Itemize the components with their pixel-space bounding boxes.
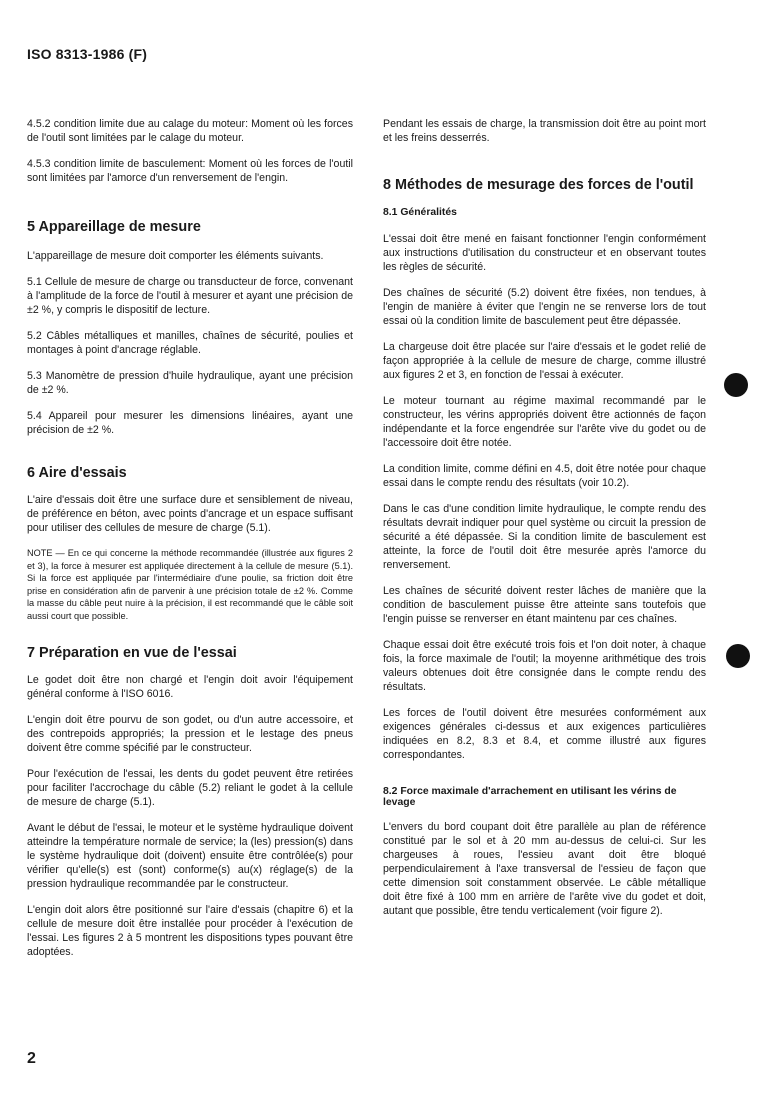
- right-column: [383, 117, 706, 918]
- section-7-heading: 7 Préparation en vue de l'essai: [27, 644, 237, 661]
- section-7-para-1: Le godet doit être non chargé et l'engin doit avoir l'équipement général conforme à l'ISO 6016.: [27, 673, 353, 700]
- section-7-para-4: Avant le début de l'essai, le moteur et le système hydraulique doivent atteindre la température normale de service; la (les) pression(s) dans le système hydraulique doit (doivent) ensuite être contrôlée(s) pour vérifier qu'elle(s) est (sont) conforme(s) au(x) réglage(s) de la pression hydraulique recommandée par le constructeur.: [27, 821, 353, 890]
- section-8-1-para-3: La chargeuse doit être placée sur l'aire d'essais et le godet relié de façon appropriée à la cellule de mesure de charge, comme illustré aux figures 2 et 3, en fonction de l'essai à exécuter.: [383, 341, 706, 381]
- section-7-para-3: Pour l'exécution de l'essai, les dents du godet peuvent être retirées pour faciliter l'accrochage du câble (5.2) reliant le godet à la cellule de mesure de charge (5.1).: [27, 767, 353, 808]
- clause-5-2: 5.2 Câbles métalliques et manilles, chaînes de sécurité, poulies et montages à point d'ancrage réglable.: [27, 330, 353, 356]
- section-8-1-para-6: Dans le cas d'une condition limite hydraulique, le compte rendu des résultats devrait indiquer pour quel système ou circuit la pression de sécurité a été dépassée. Si la condition limite de basculement est atteinte, la force de l'outil doit être mesurée après l'amorce du renversement.: [383, 503, 706, 571]
- section-8-1-para-1: L'essai doit être mené en faisant fonctionner l'engin conformément aux instructions d'utilisation du constructeur et en observant toutes les règles de sécurité.: [383, 233, 706, 273]
- right-intro-para: Pendant les essais de charge, la transmission doit être au point mort et les freins desserrés.: [383, 118, 706, 144]
- section-8-1-heading: 8.1 Généralités: [383, 207, 457, 218]
- section-5-heading: 5 Appareillage de mesure: [27, 219, 201, 235]
- clause-5-4: 5.4 Appareil pour mesurer les dimensions linéaires, ayant une précision de ±2 %.: [27, 410, 353, 436]
- page-number: 2: [27, 1050, 36, 1067]
- section-8-2-para: L'envers du bord coupant doit être parallèle au plan de référence constitué par le sol et à 20 mm au-dessus de celui-ci. Sur les chargeuses à roues, l'essieu avant doit être bloqué perpendiculairement à l'axe transversal de l'essieu de façon que cette dimension soit constamment observée. Le câble métallique doit être fixé à 100 mm en arrière de l'arête vive du godet et doit, autant que possible, être tendu verticalement (voir figure 2).: [383, 821, 706, 917]
- clause-5-3: 5.3 Manomètre de pression d'huile hydraulique, ayant une précision de ±2 %.: [27, 370, 353, 396]
- section-6-note: NOTE — En ce qui concerne la méthode recommandée (illustrée aux figures 2 et 3), la force à mesurer est appliquée directement à la cellule de mesure (5.1). Si la force est appliquée par l'intermédiaire d'une poulie, sa friction doit être prise en considération afin de parvenir à une précision totale de ±2 %. Comme la masse du câble peut nuire à la précision, il est recommandé que le câble soit aussi court que possible.: [27, 548, 353, 621]
- scan-mark-dot: [724, 373, 748, 397]
- section-8-1-para-4: Le moteur tournant au régime maximal recommandé par le constructeur, les vérins appropriés doivent être actionnés de façon indépendante et la force engendrée sur l'arête vive du godet ou de l'accessoire doit être notée.: [383, 395, 706, 449]
- section-8-2-heading: 8.2 Force maximale d'arrachement en utilisant les vérins de levage: [383, 786, 677, 808]
- clause-4-5-2: 4.5.2 condition limite due au calage du moteur: Moment où les forces de l'outil sont limitées par le calage du moteur.: [27, 118, 353, 144]
- section-6-text: L'aire d'essais doit être une surface dure et sensiblement de niveau, de préférence en béton, avec points d'ancrage et un espace suffisant pour utiliser des cellules de mesure de charge (5.1).: [27, 494, 353, 534]
- section-8-1-para-7: Les chaînes de sécurité doivent rester lâches de manière que la condition de basculement puisse être atteinte sans toutefois que l'engin puisse se renverser en étant maintenu par ces chaînes.: [383, 585, 706, 625]
- section-7-para-2: L'engin doit être pourvu de son godet, ou d'un autre accessoire, et des contrepoids appropriés; la pression et le lestage des pneus doivent être comme spécifié par le constructeur.: [27, 713, 353, 754]
- section-8-1-para-8: Chaque essai doit être exécuté trois fois et l'on doit noter, à chaque fois, la force maximale de l'outil; la moyenne arithmétique des trois valeurs obtenues doit être consignée dans le compte rendu des résultats.: [383, 639, 706, 693]
- document-header: ISO 8313-1986 (F): [27, 46, 148, 62]
- section-8-1-para-9: Les forces de l'outil doivent être mesurées conformément aux exigences générales ci-dessus et aux exigences particulières indiquées en 8.2, 8.3 et 8.4, et comme illustré aux figures correspondantes.: [383, 707, 706, 761]
- clause-4-5-3: 4.5.3 condition limite de basculement: Moment où les forces de l'outil sont limitées par l'amorce d'un renversement de l'engin.: [27, 158, 353, 184]
- section-8-1-para-2: Des chaînes de sécurité (5.2) doivent être fixées, non tendues, à l'engin de manière à éviter que l'engin ne se renverse lors de tout essai où la condition limite de basculement peut être dépassée.: [383, 287, 706, 327]
- section-6-heading: 6 Aire d'essais: [27, 465, 127, 481]
- section-8-heading: 8 Méthodes de mesurage des forces de l'outil: [383, 177, 694, 193]
- clause-5-1: 5.1 Cellule de mesure de charge ou transducteur de force, convenant à l'amplitude de la force de l'outil à mesurer et ayant une précision de ±2 %, y compris le dispositif de lecture.: [27, 276, 353, 316]
- section-8-1-para-5: La condition limite, comme défini en 4.5, doit être notée pour chaque essai dans le compte rendu des résultats (voir 10.2).: [383, 463, 706, 489]
- section-5-intro: L'appareillage de mesure doit comporter les éléments suivants.: [27, 250, 324, 262]
- scan-mark-dot: [726, 644, 750, 668]
- left-column: [27, 117, 353, 959]
- section-7-para-5: L'engin doit alors être positionné sur l'aire d'essais (chapitre 6) et la cellule de mesure doit être installée pour procéder à l'exécution de l'essai. Les figures 2 à 5 montrent les dispositions types pouvant être adoptées.: [27, 903, 353, 958]
